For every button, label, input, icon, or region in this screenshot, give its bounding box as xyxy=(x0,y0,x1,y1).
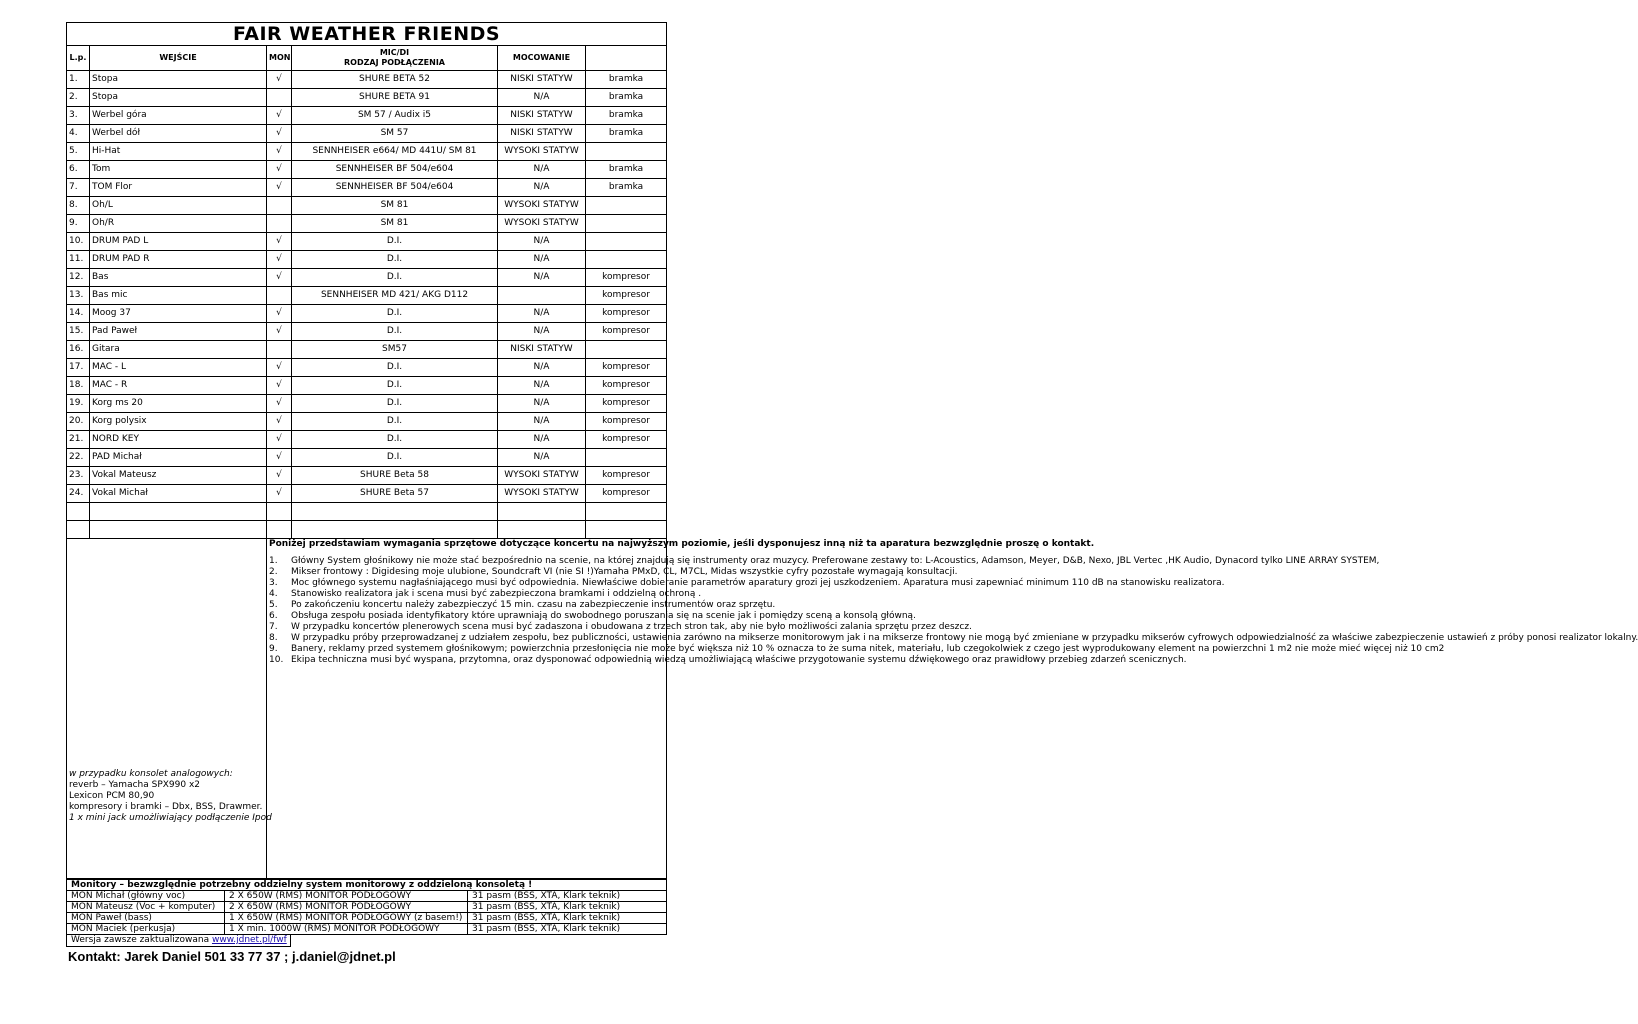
cell-mon: √ xyxy=(267,485,292,503)
cell-mic: SHURE Beta 57 xyxy=(292,485,498,503)
cell-lp: 12. xyxy=(67,269,90,287)
cell-input: Vokal Mateusz xyxy=(90,467,267,485)
cell-mon: √ xyxy=(267,71,292,89)
cell-mic: D.I. xyxy=(292,413,498,431)
cell-mount: NISKI STATYW xyxy=(498,125,586,143)
cell-mount xyxy=(498,287,586,305)
cell-mount: WYSOKI STATYW xyxy=(498,485,586,503)
table-row xyxy=(67,197,667,215)
cell-mon: √ xyxy=(267,107,292,125)
cell-extra xyxy=(586,197,667,215)
table-row xyxy=(67,125,667,143)
monitor-what: 1 X 650W (RMS) MONITOR PODŁOGOWY (z basem!) xyxy=(225,913,468,924)
blank-cell xyxy=(90,503,267,521)
cell-mic: D.I. xyxy=(292,233,498,251)
technical-requirements xyxy=(267,539,1638,879)
cell-mon: √ xyxy=(267,233,292,251)
cell-input: Bas mic xyxy=(90,287,267,305)
cell-mon: √ xyxy=(267,305,292,323)
cell-mon: √ xyxy=(267,179,292,197)
cell-mic: D.I. xyxy=(292,395,498,413)
cell-input: MAC - L xyxy=(90,359,267,377)
cell-mic: D.I. xyxy=(292,251,498,269)
table-row xyxy=(67,431,667,449)
cell-lp: 18. xyxy=(67,377,90,395)
cell-input: Moog 37 xyxy=(90,305,267,323)
cell-mon: √ xyxy=(267,431,292,449)
monitor-row xyxy=(67,924,667,935)
requirements-intro: Poniżej przedstawiam wymagania sprzętowe dotyczące koncertu na najwyższym poziomie, jeśli dysponujesz inną niż ta aparatura bezwzględnie proszę o kontakt. xyxy=(269,539,1095,549)
cell-mic: D.I. xyxy=(292,359,498,377)
table-row xyxy=(67,179,667,197)
table-row xyxy=(67,377,667,395)
cell-mount: WYSOKI STATYW xyxy=(498,143,586,161)
cell-lp: 13. xyxy=(67,287,90,305)
cell-extra: kompresor xyxy=(586,287,667,305)
requirement-item xyxy=(269,578,1225,589)
cell-input: Vokal Michał xyxy=(90,485,267,503)
monitors-header: Monitory – bezwzględnie potrzebny oddzielny system monitorowy z oddzieloną konsoletą ! xyxy=(67,880,667,891)
cell-lp: 16. xyxy=(67,341,90,359)
cell-mount: N/A xyxy=(498,323,586,341)
requirement-item xyxy=(269,611,916,622)
cell-extra: kompresor xyxy=(586,413,667,431)
cell-mon: √ xyxy=(267,377,292,395)
cell-extra: kompresor xyxy=(586,431,667,449)
cell-extra: kompresor xyxy=(586,305,667,323)
cell-lp: 19. xyxy=(67,395,90,413)
cell-extra: kompresor xyxy=(586,377,667,395)
monitor-who: MON Mateusz (Voc + komputer) xyxy=(67,902,225,913)
cell-extra xyxy=(586,143,667,161)
header-lp: L.p. xyxy=(67,46,90,71)
cell-input: Hi-Hat xyxy=(90,143,267,161)
cell-lp: 5. xyxy=(67,143,90,161)
blank-cell xyxy=(498,521,586,539)
requirement-text: Ekipa techniczna musi być wyspana, przytomna, oraz dysponować odpowiednią wiedzą umożliwiającą właściwe przygotowanie systemu dźwiękowego oraz prawidłowy przebieg zdarzeń scenicznych. xyxy=(291,655,1187,665)
cell-lp: 20. xyxy=(67,413,90,431)
table-row xyxy=(67,161,667,179)
cell-mount: N/A xyxy=(498,395,586,413)
cell-input: TOM Flor xyxy=(90,179,267,197)
cell-mic: D.I. xyxy=(292,305,498,323)
cell-extra xyxy=(586,449,667,467)
cell-extra: bramka xyxy=(586,179,667,197)
cell-lp: 3. xyxy=(67,107,90,125)
header-mic-line2: RODZAJ PODŁĄCZENIA xyxy=(344,58,445,67)
cell-mon: √ xyxy=(267,269,292,287)
cell-mon: √ xyxy=(267,413,292,431)
monitor-what: 2 X 650W (RMS) MONITOR PODŁOGOWY xyxy=(225,891,468,902)
table-row xyxy=(67,143,667,161)
cell-extra: bramka xyxy=(586,71,667,89)
cell-input: NORD KEY xyxy=(90,431,267,449)
cell-mon: √ xyxy=(267,449,292,467)
monitor-what: 1 X min. 1000W (RMS) MONITOR PODŁOGOWY xyxy=(225,924,468,935)
cell-extra: bramka xyxy=(586,89,667,107)
blank-cell xyxy=(498,503,586,521)
header-extra xyxy=(586,46,667,71)
cell-lp: 17. xyxy=(67,359,90,377)
cell-mic: SHURE BETA 91 xyxy=(292,89,498,107)
table-row xyxy=(67,323,667,341)
blank-row xyxy=(67,503,667,521)
blank-cell xyxy=(292,521,498,539)
cell-mount: WYSOKI STATYW xyxy=(498,467,586,485)
cell-extra: bramka xyxy=(586,125,667,143)
requirement-item xyxy=(269,589,702,600)
note-line: Lexicon PCM 80,90 xyxy=(69,791,155,801)
input-list-table xyxy=(66,22,1638,879)
notes-row xyxy=(67,539,667,879)
cell-input: MAC - R xyxy=(90,377,267,395)
cell-mount: WYSOKI STATYW xyxy=(498,197,586,215)
header-input: WEJŚCIE xyxy=(90,46,267,71)
cell-mount: N/A xyxy=(498,305,586,323)
requirement-number: 8. xyxy=(269,633,278,643)
cell-mount: N/A xyxy=(498,269,586,287)
note-line: reverb – Yamacha SPX990 x2 xyxy=(69,780,201,790)
table-row xyxy=(67,107,667,125)
cell-input: PAD Michał xyxy=(90,449,267,467)
blank-cell xyxy=(67,521,90,539)
cell-mount: N/A xyxy=(498,179,586,197)
requirements-list xyxy=(269,556,1638,666)
cell-lp: 6. xyxy=(67,161,90,179)
cell-extra: kompresor xyxy=(586,395,667,413)
table-row xyxy=(67,251,667,269)
monitor-eq: 31 pasm (BSS, XTA, Klark teknik) xyxy=(468,902,667,913)
requirement-text: Stanowisko realizatora jak i scena musi być zabezpieczona bramkami i oddzielną ochroną . xyxy=(291,589,702,599)
cell-mic: D.I. xyxy=(292,449,498,467)
requirement-text: W przypadku koncertów plenerowych scena musi być zadaszona i obudowana z trzech stron tak, aby nie było możliwości zalania sprzętu przez deszcz. xyxy=(291,622,972,632)
cell-lp: 7. xyxy=(67,179,90,197)
cell-input: Oh/L xyxy=(90,197,267,215)
note-line: kompresory i bramki – Dbx, BSS, Drawmer. xyxy=(69,802,263,812)
cell-lp: 11. xyxy=(67,251,90,269)
table-row xyxy=(67,395,667,413)
cell-extra xyxy=(586,215,667,233)
requirement-text: Mikser frontowy : Digidesing moje ulubione, Soundcraft VI (nie SI !)Yamaha PMxD, CL, M7CL, Midas wszystkie cyfry pozostałe wymagają konsultacji. xyxy=(291,567,958,577)
cell-mount: N/A xyxy=(498,251,586,269)
monitor-who: MON Maciek (perkusja) xyxy=(67,924,225,935)
cell-mic: SM 81 xyxy=(292,197,498,215)
table-row xyxy=(67,233,667,251)
cell-mon xyxy=(267,341,292,359)
cell-input: Korg polysix xyxy=(90,413,267,431)
cell-extra: kompresor xyxy=(586,269,667,287)
cell-mon: √ xyxy=(267,467,292,485)
header-mon: MON xyxy=(267,46,292,71)
page-title: FAIR WEATHER FRIENDS xyxy=(67,23,667,46)
cell-mount: NISKI STATYW xyxy=(498,71,586,89)
requirement-text: Po zakończeniu koncertu należy zabezpieczyć 15 min. czasu na zabezpieczenie instrumentów oraz sprzętu. xyxy=(291,600,776,610)
blank-cell xyxy=(90,521,267,539)
requirement-text: Moc głównego systemu nagłaśniającego musi być odpowiednia. Niewłaściwe dobieranie parametrów aparatury grozi jej uszkodzeniem. Aparatura musi zapewniać minimum 110 dB na stanowisku realizatora. xyxy=(291,578,1225,588)
cell-mic: D.I. xyxy=(292,323,498,341)
table-row xyxy=(67,413,667,431)
cell-lp: 8. xyxy=(67,197,90,215)
cell-input: Stopa xyxy=(90,89,267,107)
table-row xyxy=(67,449,667,467)
cell-lp: 21. xyxy=(67,431,90,449)
requirement-item xyxy=(269,633,1638,644)
table-row xyxy=(67,467,667,485)
cell-mon: √ xyxy=(267,395,292,413)
cell-extra xyxy=(586,251,667,269)
cell-mic: SM57 xyxy=(292,341,498,359)
cell-input: Tom xyxy=(90,161,267,179)
blank-cell xyxy=(267,521,292,539)
cell-mic: SENNHEISER e664/ MD 441U/ SM 81 xyxy=(292,143,498,161)
version-text: Wersja zawsze zaktualizowana xyxy=(71,935,212,945)
cell-mon: √ xyxy=(267,323,292,341)
cell-mon xyxy=(267,287,292,305)
cell-mount: N/A xyxy=(498,449,586,467)
requirement-text: Główny System głośnikowy nie może stać bezpośrednio na scenie, na której znajdują się instrumenty oraz muzycy. Preferowane zestawy to: L-Acoustics, Adamson, Meyer, D&B, Nexo, JBL Vertec ,HK Audio, Dynacord tylko LINE ARRAY SYSTEM, xyxy=(291,556,1380,566)
cell-extra: bramka xyxy=(586,107,667,125)
cell-lp: 1. xyxy=(67,71,90,89)
monitor-who: MON Paweł (bass) xyxy=(67,913,225,924)
cell-input: Stopa xyxy=(90,71,267,89)
cell-mic: SHURE BETA 52 xyxy=(292,71,498,89)
requirement-item xyxy=(269,655,1187,666)
cell-mount: WYSOKI STATYW xyxy=(498,215,586,233)
cell-extra xyxy=(586,341,667,359)
table-row xyxy=(67,215,667,233)
blank-cell xyxy=(67,503,90,521)
cell-extra: bramka xyxy=(586,161,667,179)
header-mic xyxy=(292,46,498,71)
cell-mount: NISKI STATYW xyxy=(498,341,586,359)
cell-input: Oh/R xyxy=(90,215,267,233)
cell-mount: N/A xyxy=(498,413,586,431)
monitor-eq: 31 pasm (BSS, XTA, Klark teknik) xyxy=(468,924,667,935)
monitor-what: 2 X 650W (RMS) MONITOR PODŁOGOWY xyxy=(225,902,468,913)
cell-extra: kompresor xyxy=(586,467,667,485)
cell-mic: D.I. xyxy=(292,269,498,287)
requirement-number: 3. xyxy=(269,578,278,588)
table-row xyxy=(67,89,667,107)
requirement-number: 5. xyxy=(269,600,278,610)
cell-mount: N/A xyxy=(498,359,586,377)
cell-mount: N/A xyxy=(498,89,586,107)
requirement-number: 1. xyxy=(269,556,278,566)
version-note xyxy=(66,935,291,947)
table-row xyxy=(67,71,667,89)
header-mic-line1: MIC/DI xyxy=(379,48,410,57)
cell-mount: N/A xyxy=(498,377,586,395)
cell-mon: √ xyxy=(267,143,292,161)
contact-line: Kontakt: Jarek Daniel 501 33 77 37 ; j.daniel@jdnet.pl xyxy=(68,949,396,964)
cell-lp: 24. xyxy=(67,485,90,503)
table-row xyxy=(67,287,667,305)
requirement-item xyxy=(269,567,958,578)
cell-mic: SENNHEISER MD 421/ AKG D112 xyxy=(292,287,498,305)
requirement-number: 9. xyxy=(269,644,278,654)
table-row xyxy=(67,485,667,503)
table-row xyxy=(67,359,667,377)
blank-row xyxy=(67,521,667,539)
cell-mon xyxy=(267,89,292,107)
monitors-table xyxy=(66,879,667,935)
cell-input: Korg ms 20 xyxy=(90,395,267,413)
version-link[interactable]: www.jdnet.pl/fwf xyxy=(211,935,287,945)
cell-input: Pad Paweł xyxy=(90,323,267,341)
monitor-row xyxy=(67,891,667,902)
cell-mon: √ xyxy=(267,251,292,269)
analog-console-note xyxy=(67,539,272,879)
requirement-text: Obsługa zespołu posiada identyfikatory które uprawniają do swobodnego poruszania się na scenie jak i pomiędzy sceną a konsolą główną. xyxy=(291,611,916,621)
table-row xyxy=(67,269,667,287)
note-line: w przypadku konsolet analogowych: xyxy=(69,769,233,779)
cell-input: DRUM PAD L xyxy=(90,233,267,251)
header-mount: MOCOWANIE xyxy=(498,46,586,71)
requirement-number: 7. xyxy=(269,622,278,632)
cell-mic: D.I. xyxy=(292,377,498,395)
cell-lp: 22. xyxy=(67,449,90,467)
cell-mon: √ xyxy=(267,161,292,179)
cell-input: Bas xyxy=(90,269,267,287)
cell-lp: 23. xyxy=(67,467,90,485)
cell-mic: D.I. xyxy=(292,431,498,449)
cell-lp: 9. xyxy=(67,215,90,233)
monitor-row xyxy=(67,902,667,913)
monitor-row xyxy=(67,913,667,924)
cell-mic: SM 81 xyxy=(292,215,498,233)
blank-cell xyxy=(267,503,292,521)
blank-cell xyxy=(586,503,667,521)
cell-extra xyxy=(586,233,667,251)
cell-extra: kompresor xyxy=(586,359,667,377)
requirement-item xyxy=(269,556,1380,567)
cell-mic: SENNHEISER BF 504/e604 xyxy=(292,161,498,179)
blank-cell xyxy=(586,521,667,539)
note-line: 1 x mini jack umożliwiający podłączenie Ipod xyxy=(69,813,272,823)
cell-mon xyxy=(267,197,292,215)
requirement-number: 4. xyxy=(269,589,278,599)
requirement-text: Banery, reklamy przed systemem głośnikowym; powierzchnia przesłonięcia nie może być większa niż 10 % oznacza to że suma nitek, materiału, lub czegokolwiek z czego jest wyprodukowany element na powierzchni 1 m2 nie może mieć więcej niż 10 cm2 xyxy=(291,644,1445,654)
cell-lp: 15. xyxy=(67,323,90,341)
monitor-eq: 31 pasm (BSS, XTA, Klark teknik) xyxy=(468,891,667,902)
cell-input: Gitara xyxy=(90,341,267,359)
cell-extra: kompresor xyxy=(586,485,667,503)
requirement-item xyxy=(269,644,1445,655)
requirement-item xyxy=(269,600,776,611)
requirement-number: 6. xyxy=(269,611,278,621)
monitor-who: MON Michał (główny voc) xyxy=(67,891,225,902)
cell-mic: SM 57 xyxy=(292,125,498,143)
cell-mic: SHURE Beta 58 xyxy=(292,467,498,485)
rider-sheet xyxy=(66,22,1638,964)
cell-extra: kompresor xyxy=(586,323,667,341)
cell-lp: 4. xyxy=(67,125,90,143)
cell-lp: 14. xyxy=(67,305,90,323)
cell-mount: N/A xyxy=(498,431,586,449)
cell-mount: N/A xyxy=(498,161,586,179)
cell-mon: √ xyxy=(267,359,292,377)
cell-mic: SM 57 / Audix i5 xyxy=(292,107,498,125)
cell-mic: SENNHEISER BF 504/e604 xyxy=(292,179,498,197)
cell-input: Werbel góra xyxy=(90,107,267,125)
cell-mon xyxy=(267,215,292,233)
cell-mount: N/A xyxy=(498,233,586,251)
requirement-number: 10. xyxy=(269,655,284,665)
blank-cell xyxy=(292,503,498,521)
table-row xyxy=(67,341,667,359)
requirement-text: W przypadku próby przeprowadzanej z udziałem zespołu, bez publiczności, ustawienia zarówno na mikserze monitorowym jak i na mikserze frontowy nie mogą być zmieniane w przypadku mikserów cyfrowych odpowiedzialność za właściwe zabezpieczenie ustawień z próby ponosi realizator lokalny. xyxy=(291,633,1638,643)
cell-lp: 2. xyxy=(67,89,90,107)
requirement-item xyxy=(269,622,972,633)
cell-mount: NISKI STATYW xyxy=(498,107,586,125)
cell-input: Werbel dół xyxy=(90,125,267,143)
cell-lp: 10. xyxy=(67,233,90,251)
cell-input: DRUM PAD R xyxy=(90,251,267,269)
requirement-number: 2. xyxy=(269,567,278,577)
table-row xyxy=(67,305,667,323)
monitor-eq: 31 pasm (BSS, XTA, Klark teknik) xyxy=(468,913,667,924)
cell-mon: √ xyxy=(267,125,292,143)
